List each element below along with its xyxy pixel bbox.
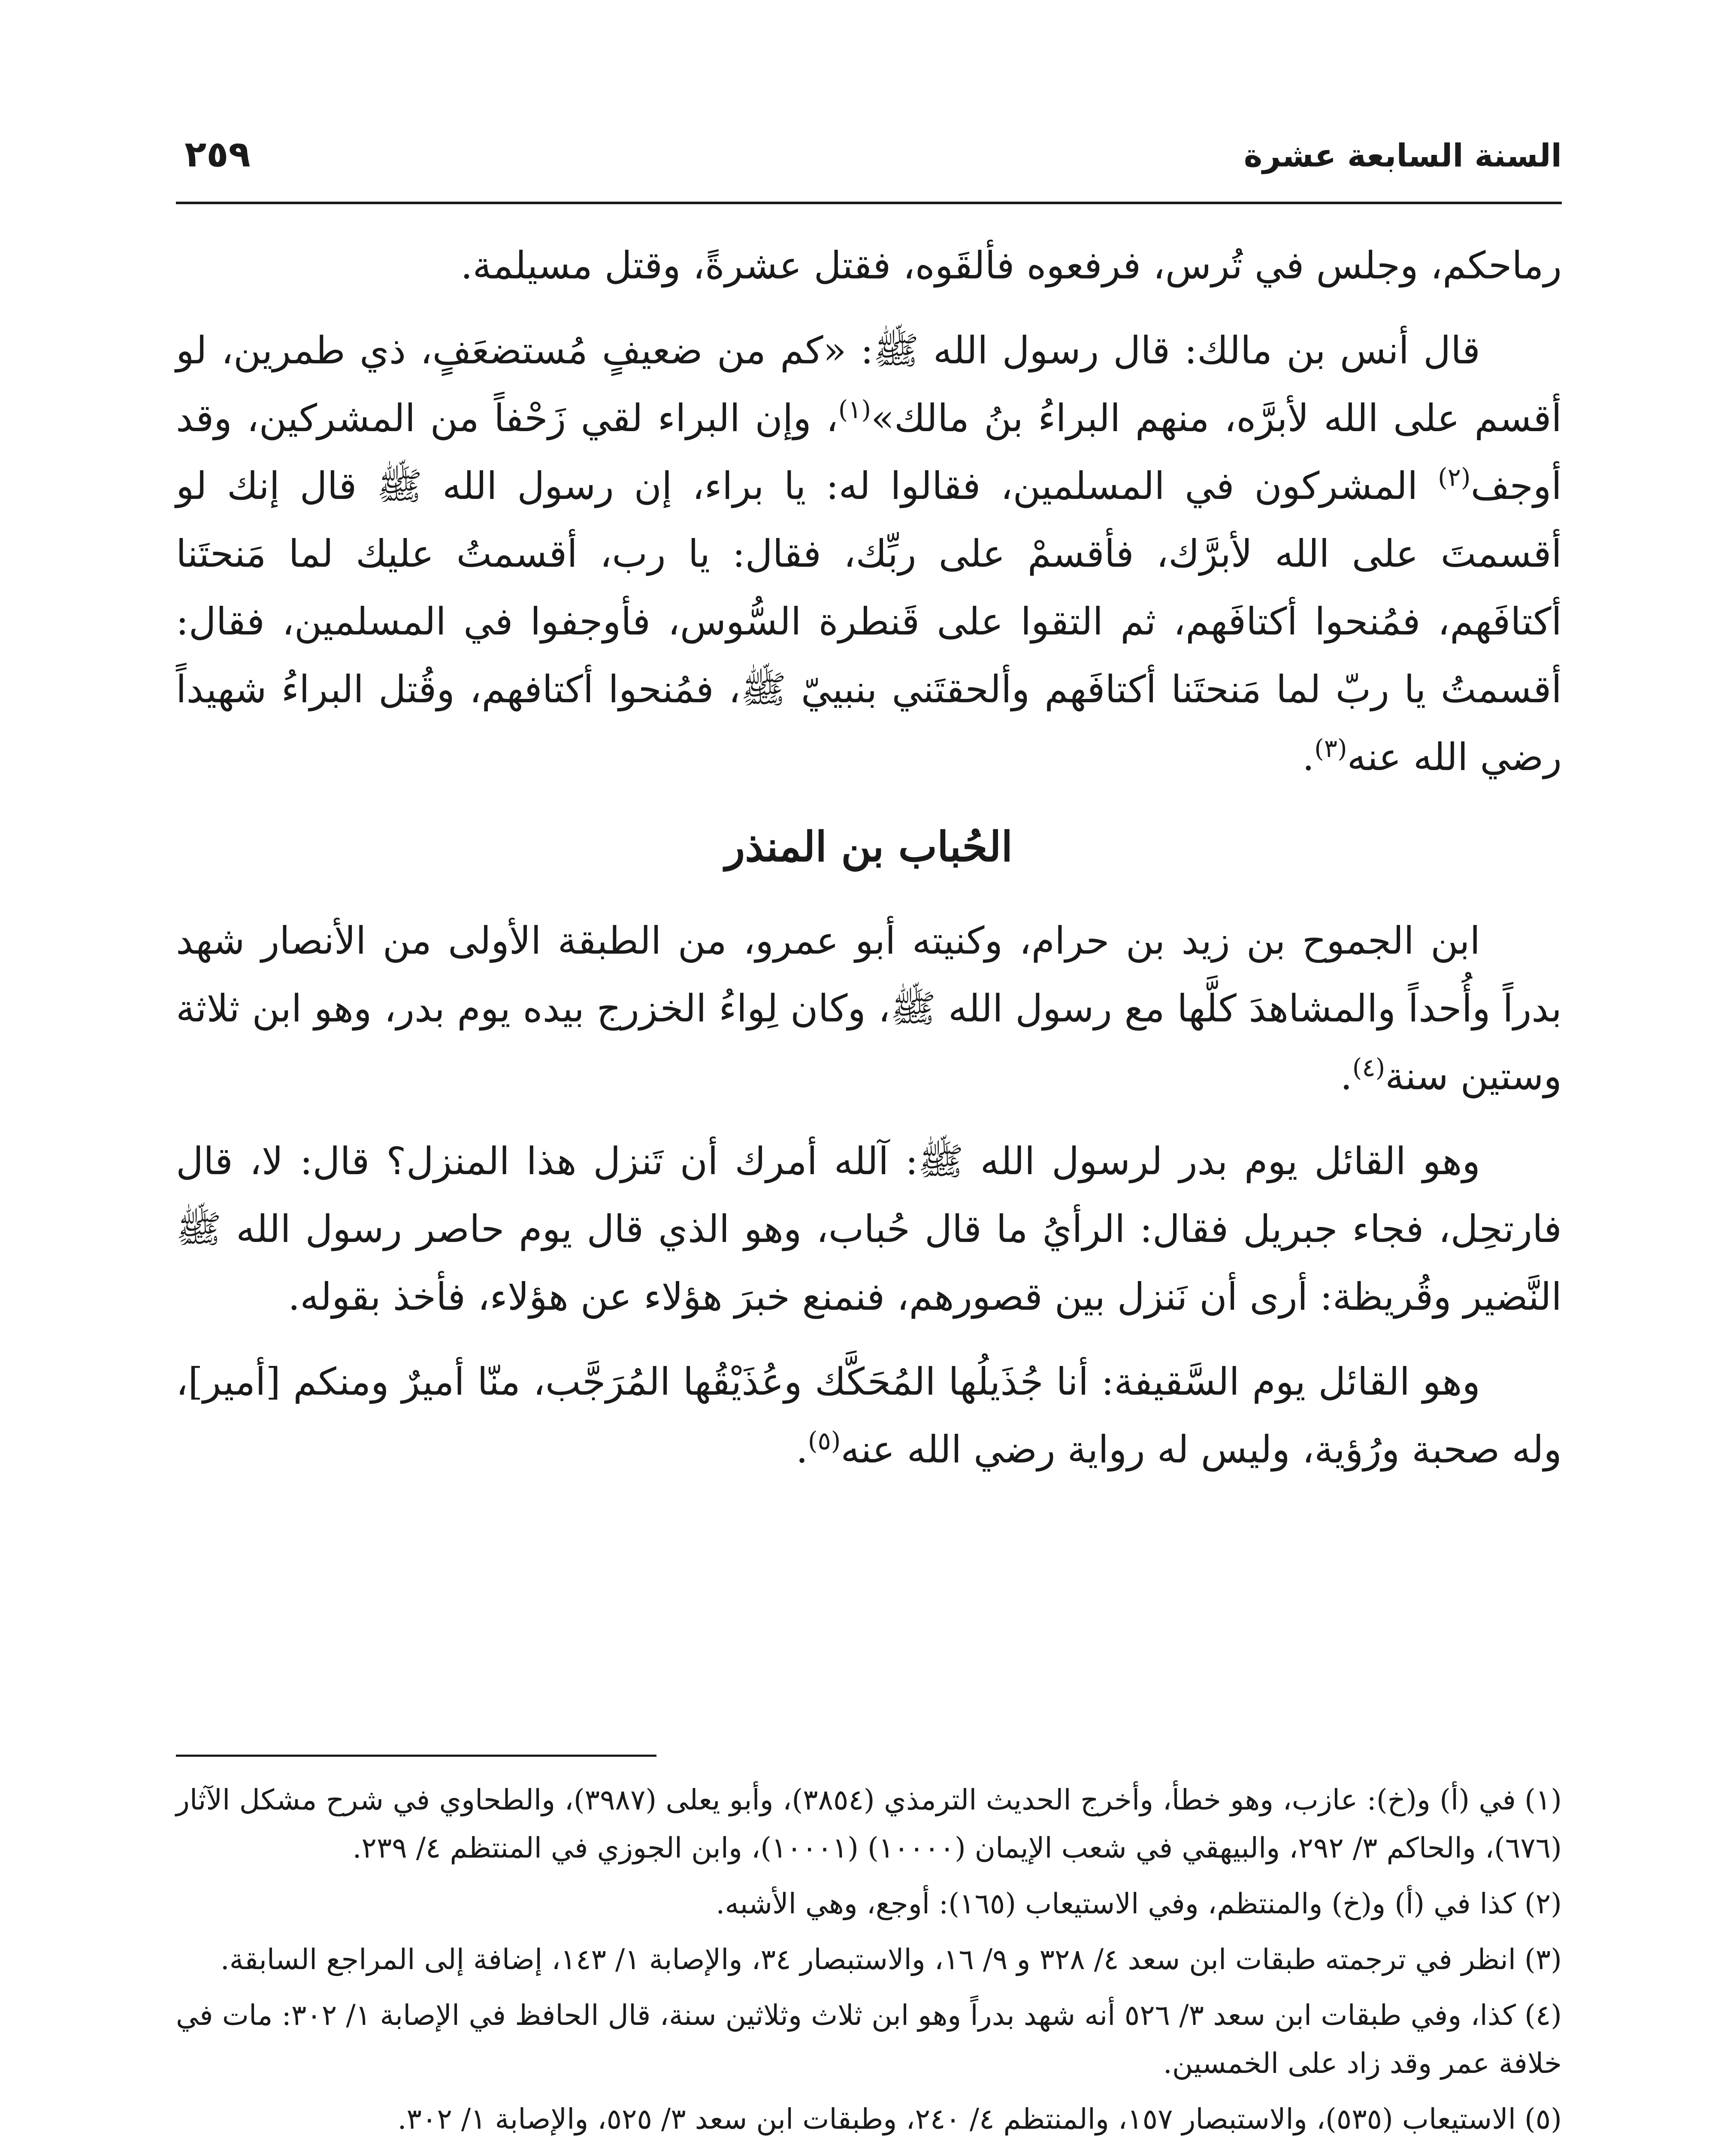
footnote-text: كذا في (أ) و(خ) والمنتظم، وفي الاستيعاب (١٦٥): أوجع، وهي الأشبه. bbox=[716, 1887, 1516, 1920]
paragraph-3-end: . bbox=[1340, 1054, 1352, 1098]
running-title: السنة السابعة عشرة bbox=[1243, 137, 1562, 174]
footnote-text: انظر في ترجمته طبقات ابن سعد ٤/ ٣٢٨ و ٩/ ١٦، والاستبصار ٣٤، والإصابة ١/ ١٤٣، إضافة إلى المراجع السابقة. bbox=[220, 1943, 1516, 1976]
footnote-ref-3: (٣) bbox=[1314, 734, 1347, 763]
paragraph-4: وهو القائل يوم بدر لرسول الله ﷺ: آلله أمرك أن تَنزل هذا المنزل؟ قال: لا، قال فارتحِل، فجاء جبريل فقال: الرأيُ ما قال حُباب، وهو الذي قال يوم حاصر رسول الله ﷺ النَّضير وقُريظة: أرى أن نَنزل بين قصورهم، فنمنع خبرَ هؤلاء عن هؤلاء، فأخذ بقوله. bbox=[176, 1139, 1562, 1319]
footnote-number: (٢) bbox=[1524, 1887, 1562, 1920]
footnote-ref-2: (٢) bbox=[1438, 462, 1471, 492]
footnote-2 bbox=[176, 1880, 1562, 1928]
paragraph-2-text-c: المشركون في المسلمين، فقالوا له: يا براء، إن رسول الله ﷺ قال إنك لو أقسمتَ على الله لأبرَّك، فأقسمْ على ربِّك، فقال: يا رب، أقسمتُ عليك لما مَنحتَنا أكتافَهم، فمُنحوا أكتافَهم، ثم التقوا على قَنطرة السُّوس، فأوجفوا في المسلمين، فقال: أقسمتُ يا ربّ لما مَنحتَنا أكتافَهم وألحقتَني بنبييّ ﷺ، فمُنحوا أكتافهم، وقُتل البراءُ شهيداً رضي الله عنه bbox=[176, 464, 1562, 779]
footnotes bbox=[176, 1776, 1562, 2145]
footnote-3 bbox=[176, 1936, 1562, 1984]
footnote-number: (٤) bbox=[1524, 1999, 1562, 2032]
paragraph-1: رماحكم، وجلس في تُرس، فرفعوه فألقَوه، فقتل عشرةً، وقتل مسيلمة. bbox=[460, 243, 1562, 287]
book-page bbox=[176, 0, 1562, 2145]
paragraph-3-text: ابن الجموح بن زيد بن حرام، وكنيته أبو عمرو، من الطبقة الأولى من الأنصار شهد بدراً وأُحداً والمشاهدَ كلَّها مع رسول الله ﷺ، وكان لِواءُ الخزرج بيده يوم بدر، وهو ابن ثلاثة وستين سنة bbox=[176, 918, 1562, 1098]
footnote-number: (٥) bbox=[1524, 2103, 1562, 2136]
paragraph-2 bbox=[176, 317, 1562, 791]
paragraph-5 bbox=[176, 1348, 1562, 1483]
paragraph-5-end: . bbox=[795, 1427, 808, 1471]
paragraph-3 bbox=[176, 907, 1562, 1110]
body-text bbox=[176, 232, 1562, 1501]
footnote-separator bbox=[176, 1755, 656, 1757]
paragraph-2-end: . bbox=[1302, 735, 1315, 779]
footnote-ref-1: (١) bbox=[838, 395, 871, 424]
footnote-text: كذا، وفي طبقات ابن سعد ٣/ ٥٢٦ أنه شهد بدراً وهو ابن ثلاث وثلاثين سنة، قال الحافظ في الإصابة ١/ ٣٠٢: مات في خلافة عمر وقد زاد على الخمسين. bbox=[176, 1999, 1562, 2080]
footnote-number: (١) bbox=[1524, 1783, 1562, 1816]
footnote-number: (٣) bbox=[1524, 1943, 1562, 1976]
footnote-text: الاستيعاب (٥٣٥)، والاستبصار ١٥٧، والمنتظم ٤/ ٢٤٠، وطبقات ابن سعد ٣/ ٥٢٥، والإصابة ١/ ٣٠٢. bbox=[397, 2103, 1516, 2136]
page-header bbox=[176, 129, 1562, 189]
footnote-4 bbox=[176, 1991, 1562, 2088]
header-rule bbox=[176, 202, 1562, 204]
section-heading: الحُباب بن المنذر bbox=[725, 822, 1013, 871]
page-number: ٢٥٩ bbox=[184, 133, 251, 175]
footnote-ref-4: (٤) bbox=[1352, 1053, 1385, 1082]
footnote-text: في (أ) و(خ): عازب، وهو خطأ، وأخرج الحديث الترمذي (٣٨٥٤)، وأبو يعلى (٣٩٨٧)، والطحاوي في شرح مشكل الآثار (٦٧٦)، والحاكم ٣/ ٢٩٢، والبيهقي في شعب الإيمان (١٠٠٠٠) (١٠٠٠١)، وابن الجوزي في المنتظم ٤/ ٢٣٩. bbox=[176, 1783, 1562, 1864]
paragraph-5-text: وهو القائل يوم السَّقيفة: أنا جُذَيلُها المُحَكَّك وعُذَيْقُها المُرَجَّب، منّا أميرٌ ومنكم [أمير]، وله صحبة ورُؤية، وليس له رواية رضي الله عنه bbox=[176, 1360, 1562, 1471]
paragraph-2-text-a: قال أنس بن مالك: قال رسول الله ﷺ: «كم من ضعيفٍ مُستضعَفٍ، ذي طمرين، لو أقسم على الله لأبرَّه، منهم البراءُ بنُ مالك» bbox=[176, 328, 1562, 440]
footnote-5 bbox=[176, 2095, 1562, 2143]
footnote-ref-5: (٥) bbox=[808, 1426, 841, 1456]
footnote-1 bbox=[176, 1776, 1562, 1872]
paragraph-2-text-b: ، وإن البراء لقي زَحْفاً من المشركين، وقد أوجف bbox=[176, 396, 1562, 508]
